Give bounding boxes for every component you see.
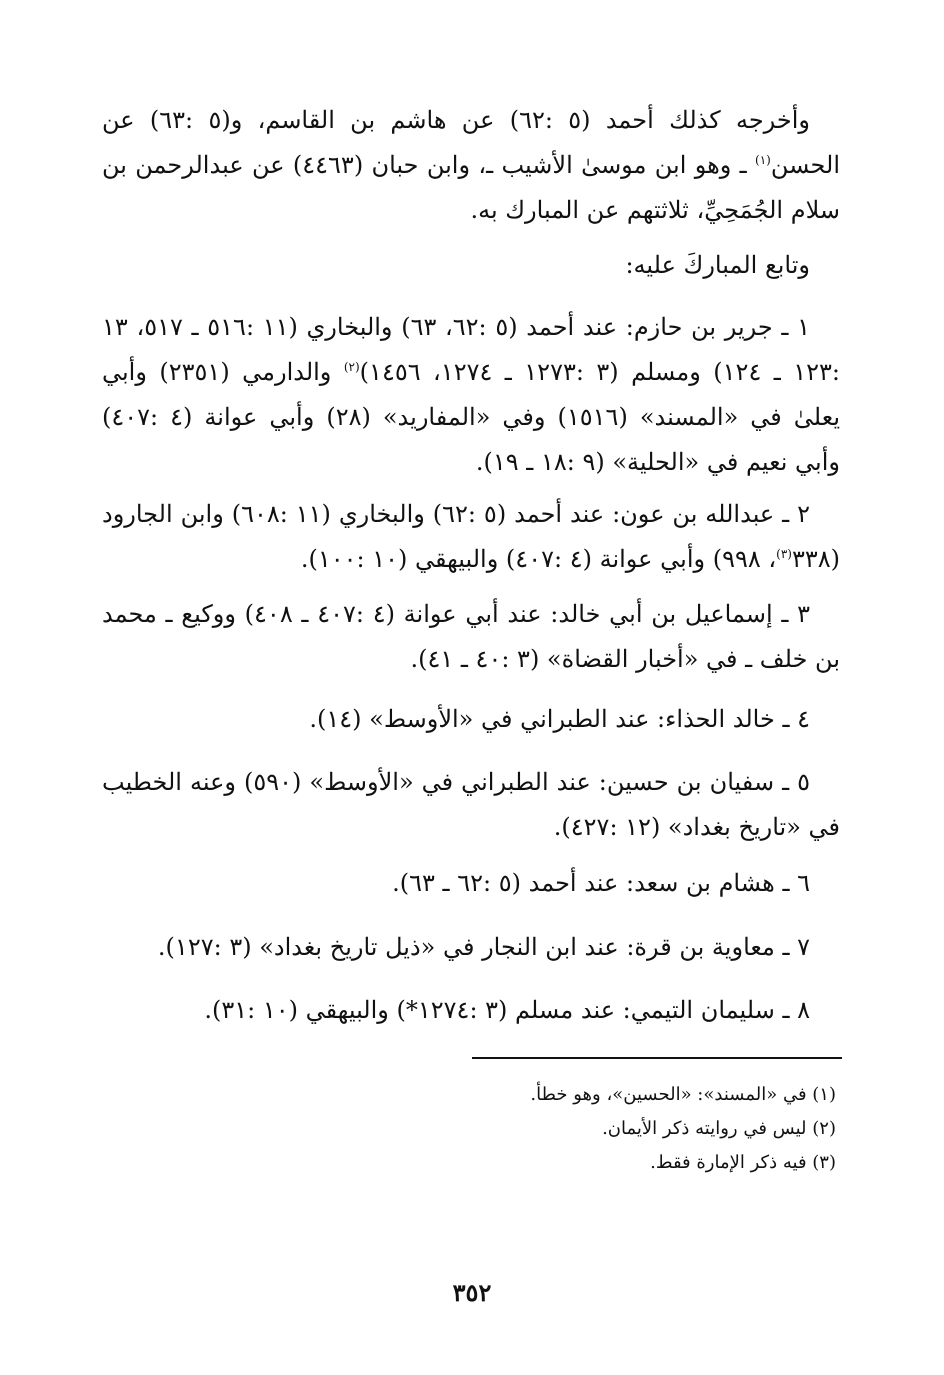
footnote-marker-2: (٢) xyxy=(343,360,360,374)
footnote-1: (١) في «المسند»: «الحسين»، وهو خطأ. xyxy=(530,1084,836,1105)
list-item-1-text-b: والدارمي (٢٣٥١) وأبي يعلىٰ في «المسند» (١٥١٦) وفي «المفاريد» (٢٨) وأبي عوانة (٤ :٤٠٧) وأبي نعيم في «الحلية» (٩ :١٨ ـ ١٩). xyxy=(102,358,841,476)
intro-text-2: ـ وهو ابن موسىٰ الأشيب ـ، وابن حبان (٤٤٦٣) عن عبدالرحمن بن سلام الجُمَحِيِّ، ثلاثتهم عن المبارك به. xyxy=(102,151,840,224)
followers-heading xyxy=(102,243,840,288)
list-item-4-text: ٤ ـ خالد الحذاء: عند الطبراني في «الأوسط» (١٤). xyxy=(309,705,810,733)
list-item-4 xyxy=(102,697,840,742)
list-item-8 xyxy=(102,988,840,1033)
list-item-8-text: ٨ ـ سليمان التيمي: عند مسلم (٣ :١٢٧٤*) والبيهقي (١٠ :٣١). xyxy=(204,996,810,1024)
list-item-3-text: ٣ ـ إسماعيل بن أبي خالد: عند أبي عوانة (٤ :٤٠٧ ـ ٤٠٨) ووكيع ـ محمد بن خلف ـ في «أخبار القضاة» (٣ :٤٠ ـ ٤١). xyxy=(102,600,840,673)
page-number: ٣٥٢ xyxy=(452,1278,492,1307)
list-item-2-text-a: ٢ ـ عبدالله بن عون: عند أحمد (٥ :٦٢) والبخاري (١١ :٦٠٨) وابن الجارود (٣٣٨ xyxy=(102,500,840,573)
footnote-separator xyxy=(472,1057,842,1059)
list-item-2 xyxy=(102,492,840,582)
footnote-marker-1: (١) xyxy=(755,153,771,167)
list-item-3 xyxy=(102,592,840,682)
followers-heading-text: وتابع المباركَ عليه: xyxy=(625,251,810,279)
intro-text-1: وأخرجه كذلك أحمد (٥ :٦٢) عن هاشم بن القاسم، و(٥ :٦٣) عن الحسن xyxy=(102,106,840,179)
list-item-1 xyxy=(102,305,840,485)
list-item-6-text: ٦ ـ هشام بن سعد: عند أحمد (٥ :٦٢ ـ ٦٣). xyxy=(392,869,810,897)
footnotes xyxy=(416,1078,836,1180)
list-item-5-text: ٥ ـ سفيان بن حسين: عند الطبراني في «الأوسط» (٥٩٠) وعنه الخطيب في «تاريخ بغداد» (١٢ :٤٢٧). xyxy=(102,768,840,841)
list-item-7-text: ٧ ـ معاوية بن قرة: عند ابن النجار في «ذيل تاريخ بغداد» (٣ :١٢٧). xyxy=(157,933,810,961)
list-item-1-text-a: ١ ـ جرير بن حازم: عند أحمد (٥ :٦٢، ٦٣) والبخاري (١١ :٥١٦ ـ ٥١٧، ١٣ :١٢٣ ـ ١٢٤) ومسلم (٣ :١٢٧٣ ـ ١٢٧٤، ١٤٥٦) xyxy=(102,313,841,386)
list-item-6 xyxy=(102,861,840,906)
footnote-marker-3: (٣) xyxy=(776,547,792,561)
footnote-2: (٢) ليس في روايته ذكر الأيمان. xyxy=(602,1118,836,1139)
intro-paragraph xyxy=(102,98,840,233)
footnote-3: (٣) فيه ذكر الإمارة فقط. xyxy=(650,1152,836,1173)
list-item-5 xyxy=(102,760,840,850)
list-item-7 xyxy=(102,925,840,970)
list-item-2-text-b: ، ٩٩٨) وأبي عوانة (٤ :٤٠٧) والبيهقي (١٠ :١٠٠). xyxy=(300,545,777,573)
